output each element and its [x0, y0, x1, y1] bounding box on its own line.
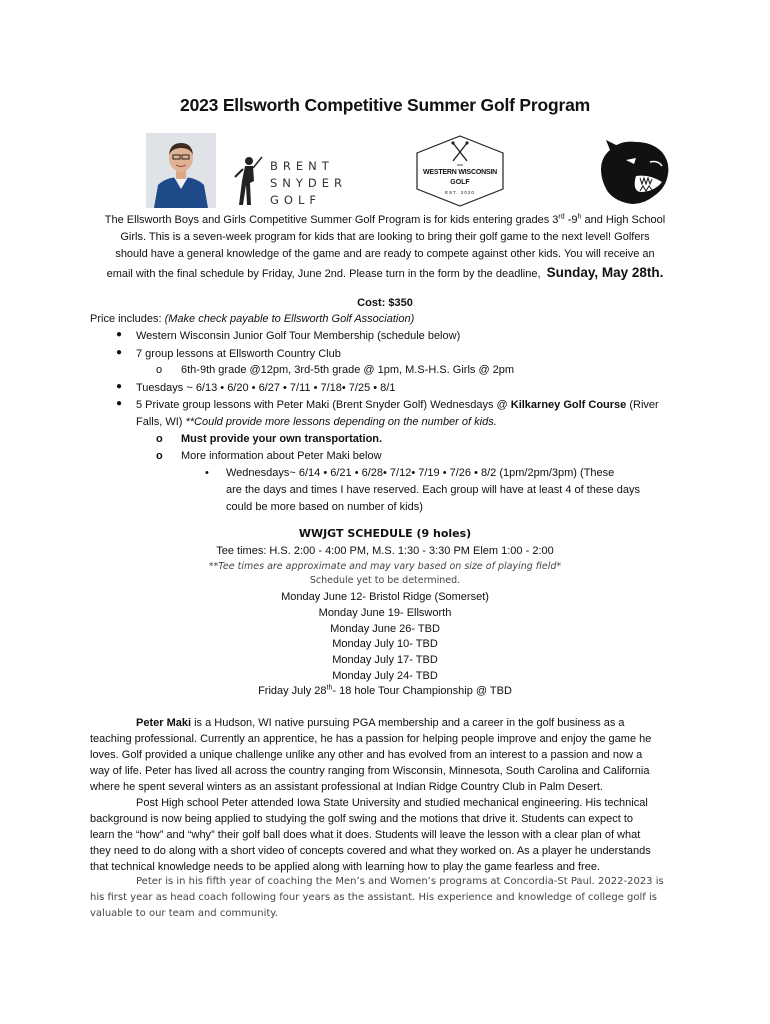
bio-line: loves. Golf provided a unique challenge unlike any other and has evolved from an interest to a passion and now a: [90, 749, 643, 761]
sub-bullet-marker: o: [156, 450, 163, 462]
sub-sub-bullet-marker: •: [205, 467, 209, 479]
intro-text: and High School: [581, 214, 666, 226]
bullet-4-text: (River: [626, 399, 659, 411]
schedule-date: Monday June 26- TBD: [330, 623, 440, 635]
bio-line: [136, 715, 625, 731]
superscript: th: [326, 684, 333, 692]
intro-line-1: [0, 212, 770, 228]
snyder-word: SNYDER: [270, 176, 348, 190]
page-title: 2023 Ellsworth Competitive Summer Golf Program: [180, 95, 590, 115]
golfer-silhouette-icon: [232, 153, 264, 209]
bio-line: learn the “how” and “why” their golf ball does what it does. Students will leave the lesson with a clear plan of what: [90, 829, 641, 841]
brent-snyder-golf-logo: [232, 155, 362, 209]
coach-name: Peter Maki: [136, 717, 192, 729]
western-wisconsin-golf-logo: [415, 135, 505, 207]
bio-line: his first year as head coach following four years as the assistant. His experience and knowledge of college golf is: [90, 892, 657, 903]
intro-text: The Ellsworth Boys and Girls Competitive Summer Golf Program is for kids entering grades 3: [104, 214, 559, 226]
sub-bullet-marker: o: [156, 364, 163, 376]
schedule-final-text: Friday July 28: [258, 685, 327, 697]
tee-times: Tee times: H.S. 2:00 - 4:00 PM, M.S. 1:30 - 3:30 PM Elem 1:00 - 2:00: [216, 545, 554, 557]
intro-line-2: Girls. This is a seven-week program for kids that are looking to bring their golf game to the next level! Golfers: [120, 231, 650, 243]
cost-label: Cost: $350: [357, 297, 413, 309]
bio-text: is a Hudson, WI native pursuing PGA membership and a career in the golf business as a: [191, 717, 625, 729]
course-name: Kilkarney Golf Course: [510, 399, 627, 411]
coach-photo: [146, 133, 216, 208]
wwg-title: WESTERN WISCONSIN: [423, 169, 497, 176]
bio-line: teaching professional. Currently an apprentice, he has a passion for helping people improve and enjoy the game he: [90, 733, 652, 745]
schedule-final-text: - 18 hole Tour Championship @ TBD: [332, 685, 512, 697]
wwg-golf: GOLF: [450, 179, 470, 186]
bullet-1: Western Wisconsin Junior Golf Tour Membership (schedule below): [136, 330, 461, 342]
transport-note: Must provide your own transportation.: [181, 433, 383, 445]
schedule-final: [0, 683, 770, 699]
schedule-date: Monday June 12- Bristol Ridge (Somerset): [281, 591, 489, 603]
more-info-note: More information about Peter Maki below: [181, 450, 382, 462]
superscript: h: [577, 213, 582, 221]
sub-bullet-marker: o: [156, 433, 163, 445]
bio-line: way of life. Peter has lived all across the country ranging from Wisconsin, Minnesota, South Carolina and California: [90, 765, 650, 777]
bullet-4-text: Falls, WI): [136, 416, 186, 428]
tee-times-note: **Tee times are approximate and may vary based on size of playing field*: [208, 561, 562, 572]
wwg-est: EST. 2020: [445, 190, 475, 195]
superscript: rd: [558, 213, 565, 221]
bio-line: background is now being applied to studying the golf swing and the motions that drive it. Students can expect to: [90, 813, 634, 825]
intro-line-3: should have a general knowledge of the game and are ready to compete against other kids. You will receive an: [115, 248, 655, 260]
wednesday-dates-cont: are the days and times I have reserved. Each group will have at least 4 of these days: [226, 484, 640, 496]
price-label: Price includes:: [90, 313, 162, 325]
bio-line: Post High school Peter attended Iowa State University and studied mechanical engineering. His technical: [136, 797, 648, 809]
bio-line: Peter is in his fifth year of coaching the Men’s and Women’s programs at Concordia-St Paul. 2022-2023 is: [136, 876, 664, 887]
intro-text: -9: [564, 214, 578, 226]
price-includes: [90, 311, 414, 327]
schedule-date: Monday July 10- TBD: [332, 638, 438, 650]
lessons-note: **Could provide more lessons depending on the number of kids.: [185, 416, 497, 428]
schedule-date: Monday July 24- TBD: [332, 670, 438, 682]
schedule-date: Monday June 19- Ellsworth: [318, 607, 452, 619]
price-note: (Make check payable to Ellsworth Golf Association): [164, 313, 415, 325]
schedule-date: Monday July 17- TBD: [332, 654, 438, 666]
bullet-icon: ●: [116, 381, 123, 392]
wednesday-dates-cont: could be more based on number of kids): [226, 501, 423, 513]
bullet-icon: ●: [116, 398, 123, 409]
wednesday-dates: Wednesdays~ 6/14 • 6/21 • 6/28• 7/12• 7/19 • 7/26 • 8/2 (1pm/2pm/3pm) (These: [226, 467, 615, 479]
bullet-4-line-2: [136, 414, 497, 430]
bio-line: where he spent several winters as an assistant professional at Indian Ridge Country Club in Palm Desert.: [90, 781, 603, 793]
bio-line: that technical knowledge needs to be applied along with learning how to play the game fearless and free.: [90, 861, 601, 873]
brent-word: BRENT: [270, 159, 334, 173]
deadline-text: Sunday, May 28th.: [546, 265, 664, 280]
panther-mascot-icon: [596, 138, 672, 210]
golf-word: GOLF: [270, 193, 321, 207]
schedule-heading: WWJGT SCHEDULE (9 holes): [298, 527, 472, 540]
bullet-4: [136, 397, 659, 413]
bullet-icon: ●: [116, 329, 123, 340]
bullet-4-text: 5 Private group lessons with Peter Maki (Brent Snyder Golf) Wednesdays @: [136, 399, 511, 411]
intro-text: email with the final schedule by Friday, June 2nd. Please turn in the form by the deadline,: [106, 268, 541, 280]
bullet-3: Tuesdays ~ 6/13 • 6/20 • 6/27 • 7/11 • 7/18• 7/25 • 8/1: [136, 382, 396, 394]
bullet-2-sub: 6th-9th grade @12pm, 3rd-5th grade @ 1pm, M.S-H.S. Girls @ 2pm: [181, 364, 515, 376]
bullet-icon: ●: [116, 347, 123, 358]
bullet-2: 7 group lessons at Ellsworth Country Club: [136, 348, 341, 360]
bio-line: valuable to our team and community.: [90, 908, 278, 919]
bio-line: they need to do along with a short video of concepts covered and what they worked on. As a player he understands: [90, 845, 651, 857]
intro-line-4: [0, 265, 770, 282]
logo-row: [0, 130, 770, 210]
schedule-tbd: Schedule yet to be determined.: [309, 575, 461, 586]
